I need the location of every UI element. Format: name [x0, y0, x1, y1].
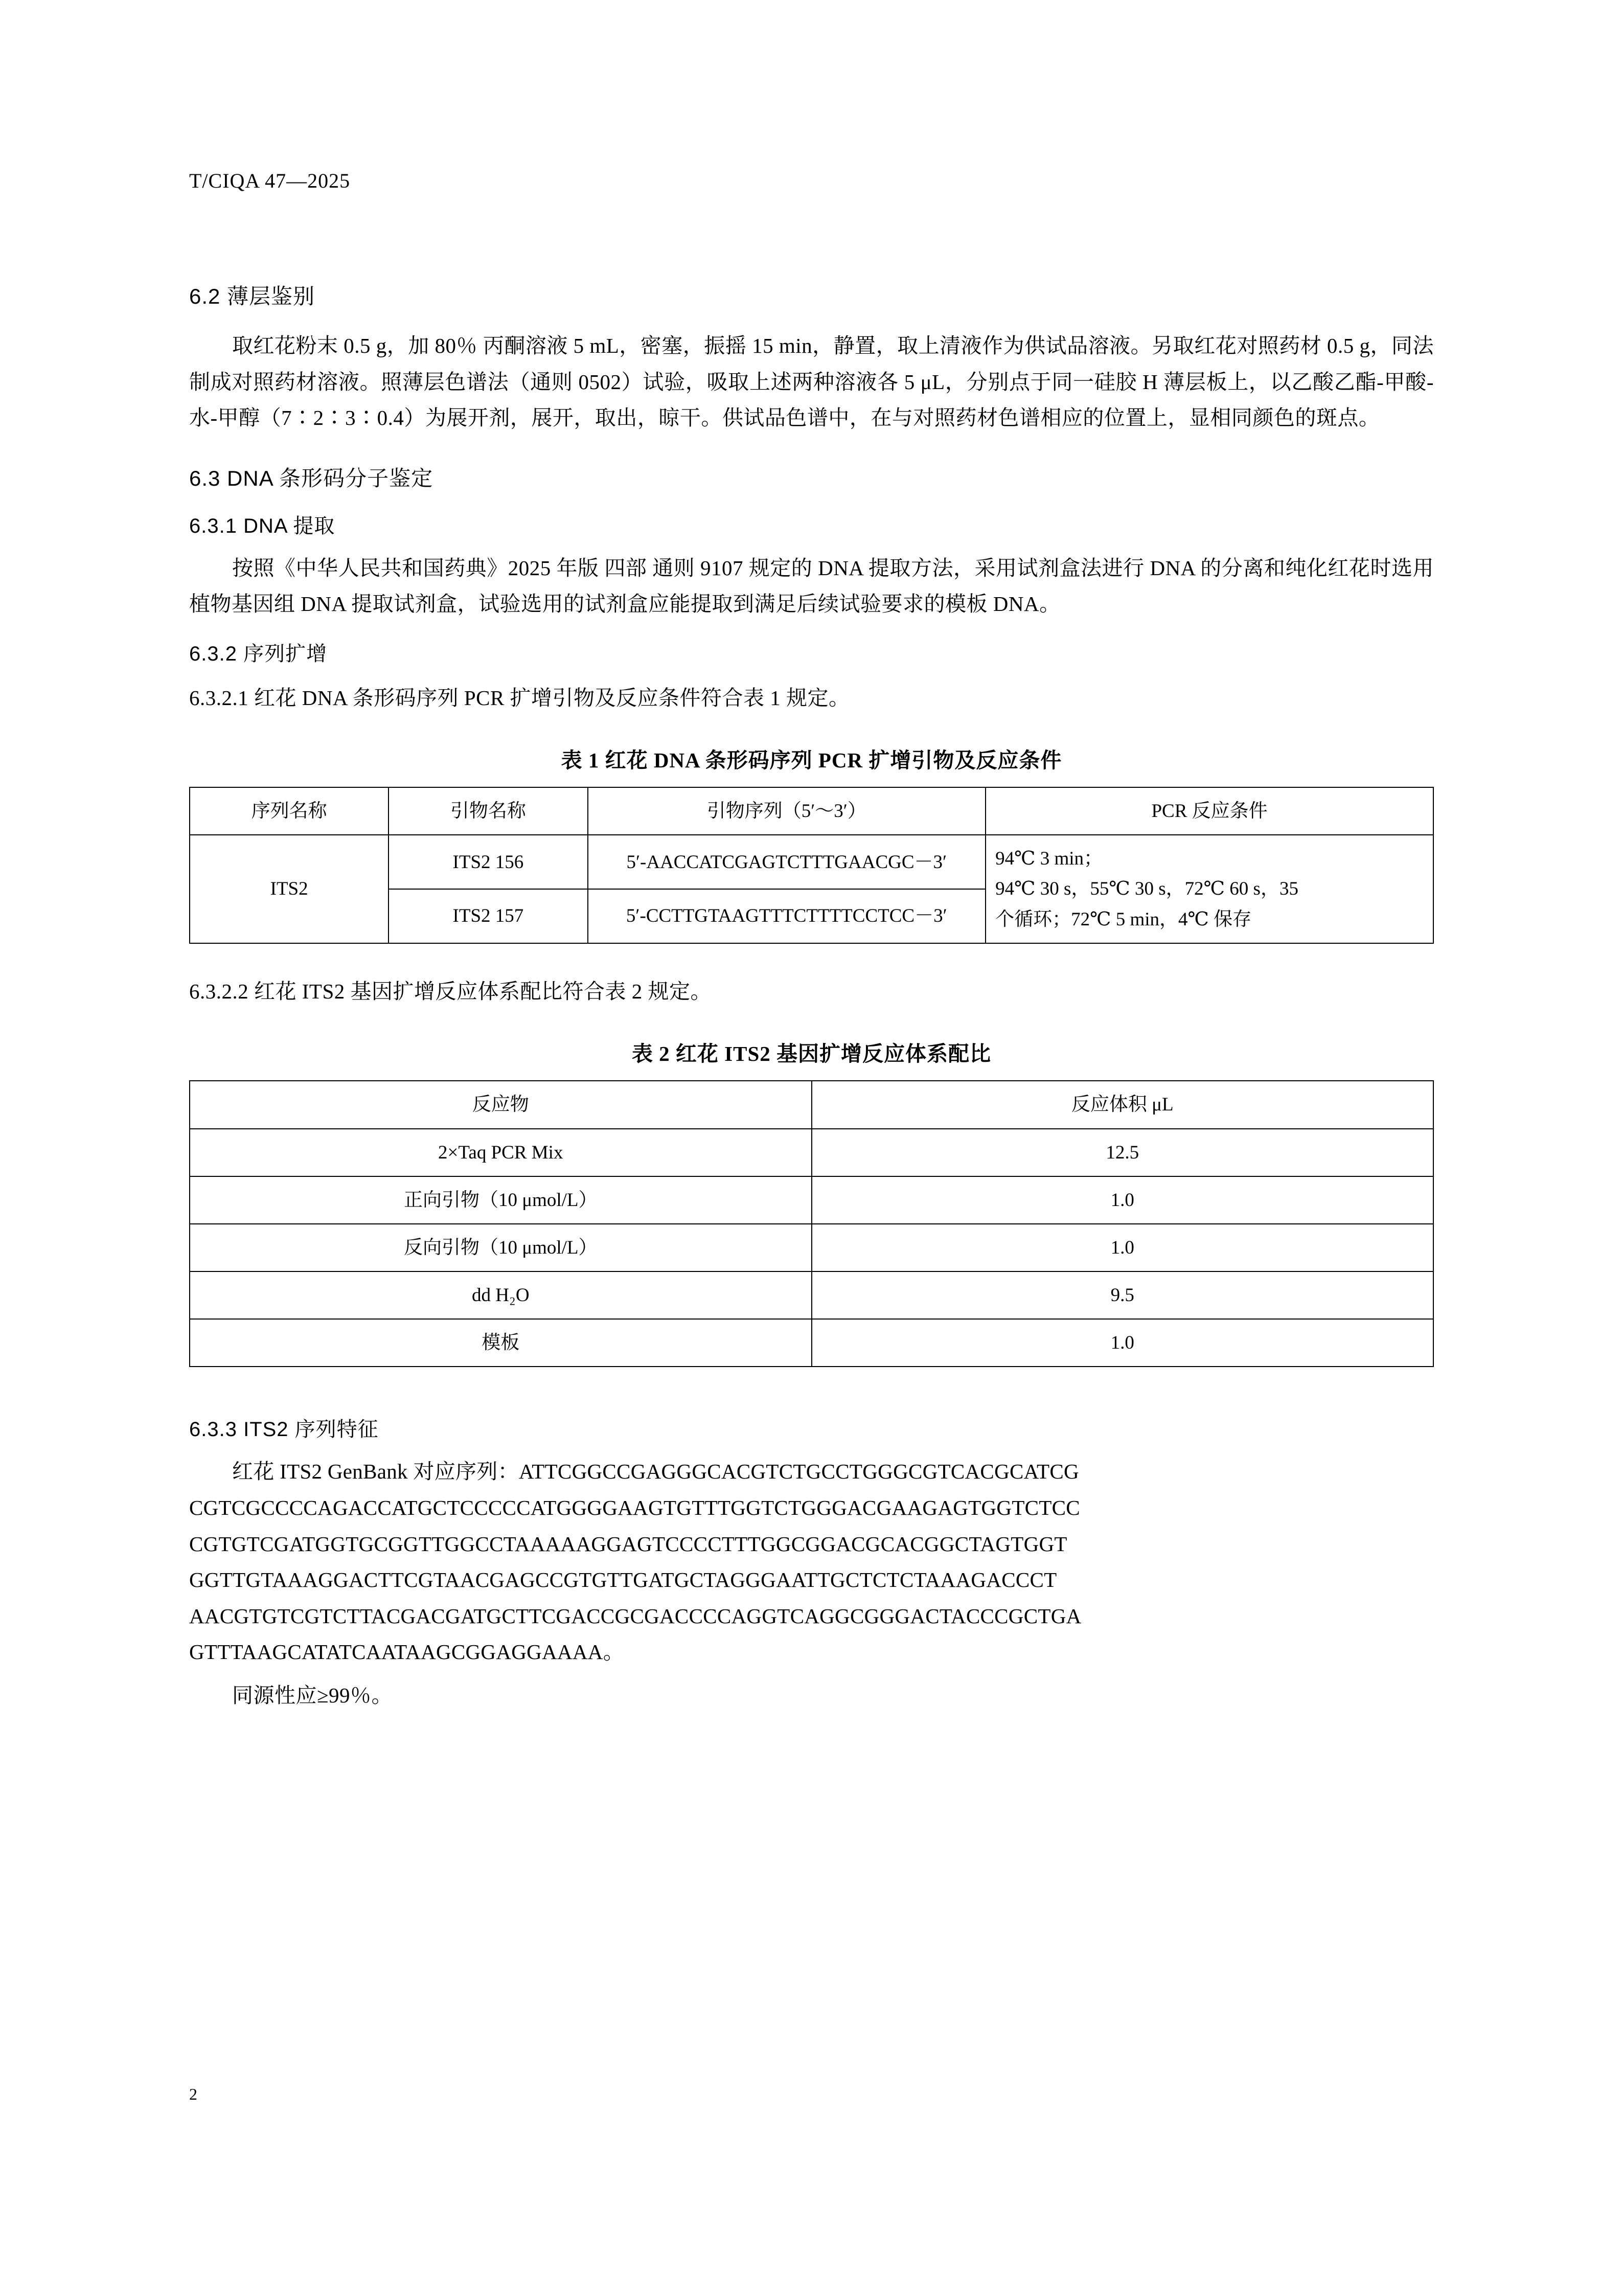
pcr-condition-line-3: 个循环；72℃ 5 min，4℃ 保存 [995, 908, 1252, 930]
table-row [190, 835, 1433, 889]
pcr-condition-line-2: 94℃ 30 s，55℃ 30 s，72℃ 60 s，35 [995, 878, 1298, 900]
page-header-standard-id: T/CIQA 47—2025 [189, 169, 351, 192]
table-2-volume: 12.5 [812, 1129, 1434, 1176]
its2-sequence-line-2: CGTCGCCCCAGACCATGCTCCCCCATGGGGAAGTGTTTGGTCTGGGACGAAGAGTGGTCTCC [189, 1496, 1080, 1519]
page-number: 2 [189, 2085, 197, 2103]
table-2-reaction-system [189, 1080, 1434, 1367]
table-1-primer-sequence: 5′-CCTTGTAAGTTTCTTTTCCTCC－3′ [588, 889, 986, 943]
its2-sequence-lead-line [189, 1453, 1434, 1490]
clause-6-3-2-1: 6.3.2.1 红花 DNA 条形码序列 PCR 扩增引物及反应条件符合表 1 规定。 [189, 686, 850, 710]
table-1-header-cell: 引物名称 [388, 787, 587, 835]
table-row [190, 1224, 1433, 1271]
table-2-reagent: 反向引物（10 μmol/L） [190, 1224, 812, 1271]
table-2-volume: 1.0 [812, 1176, 1434, 1224]
table-2-header-cell: 反应物 [190, 1081, 812, 1128]
clause-6-3-2-2: 6.3.2.2 红花 ITS2 基因扩增反应体系配比符合表 2 规定。 [189, 979, 712, 1003]
table-2-reagent: 模板 [190, 1319, 812, 1367]
table-1-sequence-name: ITS2 [190, 835, 388, 943]
table-row [190, 1319, 1433, 1367]
table-header-row [190, 1081, 1433, 1128]
its2-sequence-line-6: GTTTAAGCATATCAATAAGCGGAGGAAAA。 [189, 1640, 625, 1664]
table-row [190, 1129, 1433, 1176]
table-2-caption: 表 2 红花 ITS2 基因扩增反应体系配比 [631, 1042, 992, 1066]
section-heading-6-3-1: 6.3.1 DNA 提取 [189, 514, 335, 537]
table-row [190, 1271, 1433, 1319]
its2-sequence-line-3: CGTGTCGATGGTGCGGTTGGCCTAAAAAGGAGTCCCCTTTGGCGGACGCACGGCTAGTGGT [189, 1532, 1067, 1556]
homology-requirement: 同源性应≥99％。 [232, 1683, 393, 1707]
table-2-reagent: 正向引物（10 μmol/L） [190, 1176, 812, 1224]
section-heading-6-2: 6.2 薄层鉴别 [189, 284, 315, 308]
section-heading-6-3: 6.3 DNA 条形码分子鉴定 [189, 466, 433, 490]
table-2-reagent: dd H₂O [190, 1271, 812, 1319]
table-2-volume: 1.0 [812, 1224, 1434, 1271]
table-1-header-cell: 序列名称 [190, 787, 388, 835]
table-1-pcr-primers [189, 787, 1434, 944]
page-content [189, 169, 1434, 1721]
its2-sequence-line-4: GGTTGTAAAGGACTTCGTAACGAGCCGTGTTGATGCTAGGGAATTGCTCTCTAAAGACCCT [189, 1568, 1057, 1592]
table-1-caption: 表 1 红花 DNA 条形码序列 PCR 扩增引物及反应条件 [561, 748, 1062, 772]
table-2-reagent: 2×Taq PCR Mix [190, 1129, 812, 1176]
pcr-condition-line-1: 94℃ 3 min； [995, 848, 1103, 870]
table-1-pcr-conditions [986, 835, 1433, 943]
table-1-primer-name: ITS2 157 [388, 889, 587, 943]
section-heading-6-3-2: 6.3.2 序列扩增 [189, 642, 328, 665]
table-row [190, 1176, 1433, 1224]
table-2-volume: 1.0 [812, 1319, 1434, 1367]
table-2-volume: 9.5 [812, 1271, 1434, 1319]
table-header-row [190, 787, 1433, 835]
its2-sequence-block [189, 1453, 1434, 1670]
section-heading-6-3-3: 6.3.3 ITS2 序列特征 [189, 1418, 379, 1441]
table-2-header-cell: 反应体积 μL [812, 1081, 1434, 1128]
paragraph-6-2: 取红花粉末 0.5 g，加 80％ 丙酮溶液 5 mL，密塞，振摇 15 min，静置，取上清液作为供试品溶液。另取红花对照药材 0.5 g，同法制成对照药材溶液。照薄层色谱法（通则 0502）试验，吸取上述两种溶液各 5 μL，分别点于同一硅胶 H 薄层板上，以乙酸乙酯-甲酸-水-甲醇（7∶2∶3∶0.4）为展开剂，展开，取出，晾干。供试品色谱中，在与对照药材色谱相应的位置上，显相同颜色的斑点。 [189, 334, 1434, 430]
table-1-primer-name: ITS2 156 [388, 835, 587, 889]
table-1-header-cell: 引物序列（5′～3′） [588, 787, 986, 835]
its2-sequence-line-5: AACGTGTCGTCTTACGACGATGCTTCGACCGCGACCCCAGGTCAGGCGGGACTACCCGCTGA [189, 1604, 1082, 1628]
table-1-primer-sequence: 5′-AACCATCGAGTCTTTGAACGC－3′ [588, 835, 986, 889]
table-1-header-cell: PCR 反应条件 [986, 787, 1433, 835]
its2-sequence-line-1: ATTCGGCCGAGGGCACGTCTGCCTGGGCGTCACGCATCG [518, 1460, 1079, 1484]
its2-sequence-lead: 红花 ITS2 GenBank 对应序列： [232, 1460, 519, 1484]
paragraph-6-3-1: 按照《中华人民共和国药典》2025 年版 四部 通则 9107 规定的 DNA 提取方法，采用试剂盒法进行 DNA 的分离和纯化红花时选用植物基因组 DNA 提取试剂盒，试验选用的试剂盒应能提取到满足后续试验要求的模板 DNA。 [189, 556, 1434, 616]
